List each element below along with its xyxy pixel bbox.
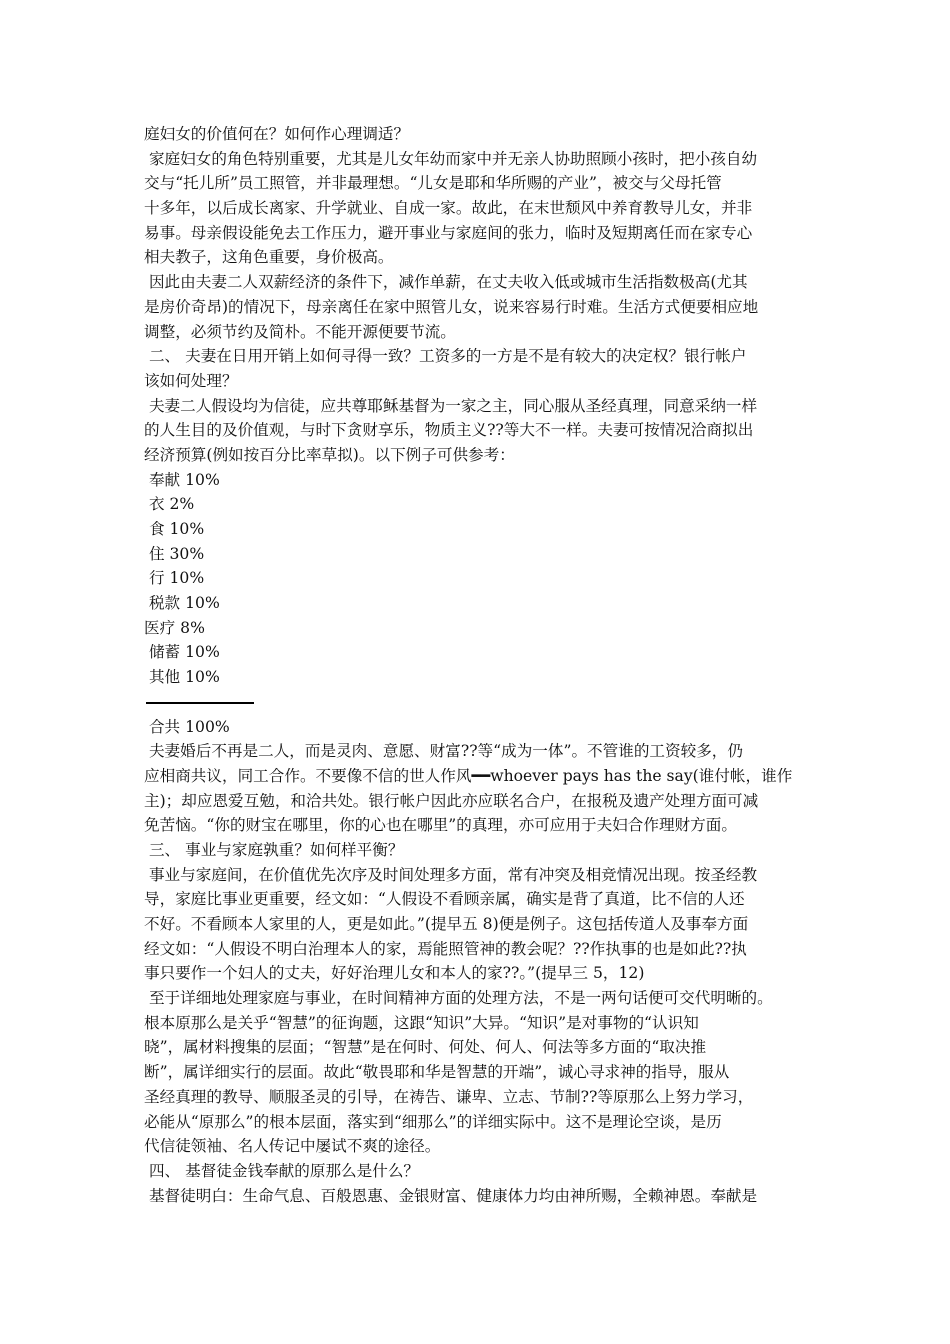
budget-item: 衣 2%: [144, 495, 195, 514]
text-line: 因此由夫妻二人双薪经济的条件下，减作单薪，在丈夫收入低或城市生活指数极高(尤其: [144, 273, 748, 292]
budget-item: 税款 10%: [144, 594, 220, 613]
section-heading: 二、 夫妻在日用开销上如何寻得一致？工资多的一方是不是有较大的决定权？银行帐户: [144, 347, 747, 366]
budget-item: 医疗 8%: [144, 618, 205, 637]
text-line: 调整，必须节约及简朴。不能开源便要节流。: [144, 322, 456, 341]
document-page: [144, 122, 824, 1208]
text-line: 相夫教子，这角色重要，身价极高。: [144, 248, 394, 267]
text-line: 是房价奇昂)的情况下，母亲离任在家中照管儿女，说来容易行时难。生活方式便要相应地: [144, 297, 759, 316]
text-line: 至于详细地处理家庭与事业，在时间精神方面的处理方法，不是一两句话便可交代明晰的。: [144, 989, 773, 1008]
text-line: 圣经真理的教导、顺服圣灵的引导，在祷告、谦卑、立志、节制??等原那么上努力学习，: [144, 1087, 754, 1106]
text-line: 导，家庭比事业更重要，经文如：“人假设不看顾亲属，确实是背了真道，比不信的人还: [144, 890, 745, 909]
section-heading: 三、 事业与家庭孰重？如何样平衡？: [144, 840, 404, 859]
budget-item: 食 10%: [144, 520, 205, 538]
text-line: 该如何处理？: [144, 371, 238, 390]
budget-item: 储蓄 10%: [144, 643, 220, 662]
total-separator-line: [144, 690, 824, 715]
text-line: 事只要作一个妇人的丈夫，好好治理儿女和本人的家??。”(提早三 5，12): [144, 964, 645, 983]
text-line: 经济预算(例如按百分比率草拟)。以下例子可供参考：: [144, 445, 515, 464]
text-line: 晓”，属材料搜集的层面；“智慧”是在何时、何处、何人、何法等多方面的“取决推: [144, 1038, 707, 1057]
text-line: 夫妻婚后不再是二人，而是灵肉、意愿、财富??等“成为一体”。不管谁的工资较多，仍: [144, 742, 743, 761]
text-line: 断”，属详细实行的层面。故此“敬畏耶和华是智慧的开端”，诚心寻求神的指导，服从: [144, 1063, 730, 1082]
text-line: 不好。不看顾本人家里的人，更是如此。”(提早五 8)便是例子。这包括传道人及事奉方面: [144, 915, 749, 933]
text-line: 基督徒明白：生命气息、百般恩惠、金银财富、健康体力均由神所赐，全赖神恩。奉献是: [144, 1186, 758, 1205]
text-line: 的人生目的及价值观，与时下贪财享乐，物质主义??等大不一样。夫妻可按情况洽商拟出: [144, 421, 754, 440]
text-line: 代信徒领袖、名人传记中屡试不爽的途径。: [144, 1137, 441, 1156]
budget-item: 奉献 10%: [144, 470, 220, 489]
text-line: 易事。母亲假设能免去工作压力，避开事业与家庭间的张力，临时及短期离任而在家专心: [144, 223, 753, 242]
horizontal-rule: [146, 702, 254, 704]
text-line: 家庭妇女的角色特别重要，尤其是儿女年幼而家中并无亲人协助照顾小孩时，把小孩自幼: [144, 149, 758, 168]
budget-item: 行 10%: [144, 569, 205, 588]
text-line: 交与“托儿所”员工照管，并非最理想。“儿女是耶和华所赐的产业”，被交与父母托管: [144, 174, 722, 193]
section-heading: 四、 基督徒金钱奉献的原那么是什么？: [144, 1161, 420, 1180]
text-line: 庭妇女的价值何在？如何作心理调适？: [144, 125, 410, 143]
text-line: 必能从“原那么”的根本层面，落实到“细那么”的详细实际中。这不是理论空谈，是历: [144, 1112, 722, 1131]
text-line: 应相商共议，同工合作。不要像不信的世人作风━━whoever pays has the say(谁付帐，谁作: [144, 766, 793, 785]
budget-total: 合共 100%: [144, 717, 230, 736]
text-line: 十多年，以后成长离家、升学就业、自成一家。故此，在末世颓风中养育教导儿女，并非: [144, 199, 753, 218]
text-line: 免苦恼。“你的财宝在哪里，你的心也在哪里”的真理，亦可应用于夫妇合作理财方面。: [144, 816, 737, 835]
text-line: 主)；却应恩爱互勉，和洽共处。银行帐户因此亦应联名合户，在报税及遗产处理方面可减: [144, 791, 759, 810]
text-line: 夫妻二人假设均为信徒，应共尊耶稣基督为一家之主，同心服从圣经真理，同意采纳一样: [144, 396, 758, 415]
text-line: 经文如：“人假设不明白治理本人的家，焉能照管神的教会呢？??作执事的也是如此??执: [144, 939, 747, 958]
budget-item: 住 30%: [144, 544, 205, 563]
text-line: 根本原那么是关乎“智慧”的征询题，这跟“知识”大异。“知识”是对事物的“认识知: [144, 1013, 699, 1032]
text-line: 事业与家庭间，在价值优先次序及时间处理多方面，常有冲突及相竞情况出现。按圣经教: [144, 865, 758, 884]
budget-item: 其他 10%: [144, 668, 220, 687]
